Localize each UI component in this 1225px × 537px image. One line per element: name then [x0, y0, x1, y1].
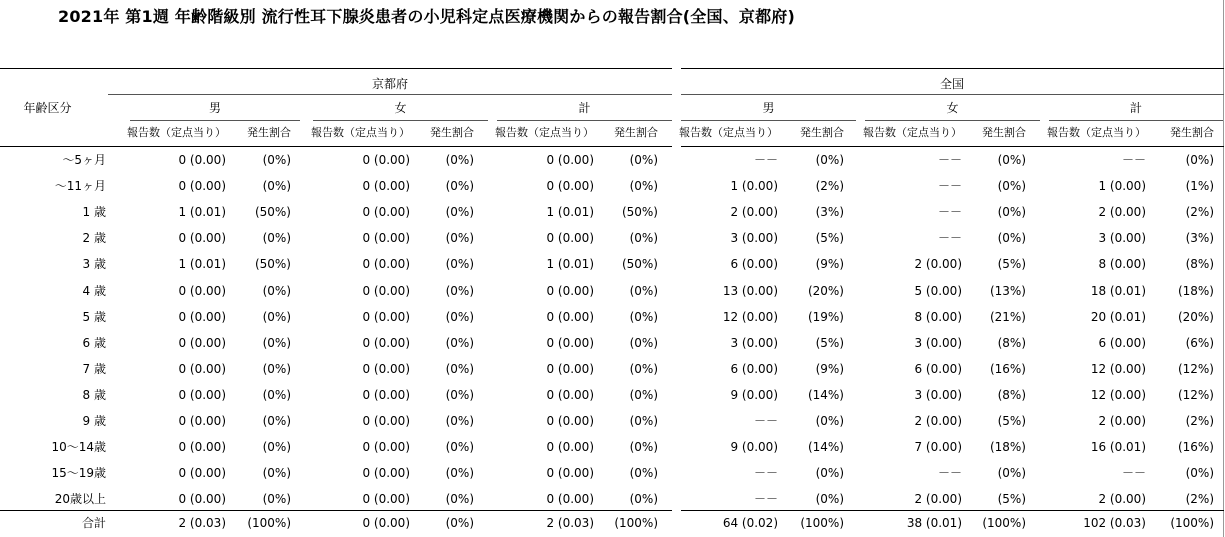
count-cell: 0 (0.00) — [362, 492, 410, 507]
ratio-cell: (14%) — [807, 387, 844, 402]
count-subheader: 報告数（定点当り） — [495, 126, 594, 139]
count-cell: 3 (0.00) — [730, 231, 778, 246]
sex-rule — [130, 120, 300, 121]
count-cell: 0 (0.00) — [178, 335, 226, 350]
count-cell: 9 (0.00) — [730, 440, 778, 455]
ratio-cell: (50%) — [254, 257, 291, 272]
ratio-cell: (2%) — [1185, 414, 1214, 428]
count-cell: 2 (0.00) — [1098, 205, 1146, 220]
count-cell: －－ — [937, 466, 962, 481]
count-cell: 1 (0.01) — [546, 205, 594, 220]
count-cell: 64 (0.02) — [722, 516, 778, 530]
ratio-cell: (8%) — [997, 387, 1026, 402]
count-cell: 0 (0.00) — [178, 153, 226, 167]
count-cell: 3 (0.00) — [1098, 231, 1146, 246]
ratio-cell: (0%) — [445, 361, 474, 376]
count-subheader: 報告数（定点当り） — [863, 126, 962, 139]
ratio-cell: (0%) — [997, 205, 1026, 220]
ratio-cell: (0%) — [629, 153, 658, 167]
count-cell: 0 (0.00) — [178, 231, 226, 246]
count-cell: 6 (0.00) — [730, 361, 778, 376]
count-cell: 0 (0.00) — [362, 231, 410, 246]
count-cell: －－ — [753, 153, 778, 167]
count-cell: 12 (0.00) — [722, 309, 778, 324]
ratio-cell: (12%) — [1177, 387, 1214, 402]
age-label: 2 歳 — [82, 231, 106, 246]
count-cell: 0 (0.00) — [362, 309, 410, 324]
page-title: 2021年 第1週 年齢階級別 流行性耳下腺炎患者の小児科定点医療機関からの報告割合(全国、京都府) — [58, 7, 796, 26]
count-cell: 18 (0.01) — [1090, 283, 1146, 298]
right-border — [1223, 0, 1224, 537]
ratio-cell: (0%) — [815, 153, 844, 167]
ratio-cell: (0%) — [629, 179, 658, 194]
count-cell: 0 (0.00) — [178, 492, 226, 507]
region-rule-national — [681, 94, 1224, 95]
ratio-cell: (0%) — [629, 283, 658, 298]
count-cell: 7 (0.00) — [914, 440, 962, 455]
count-cell: 0 (0.00) — [178, 440, 226, 455]
ratio-cell: (9%) — [815, 257, 844, 272]
age-label: ～5ヶ月 — [62, 153, 106, 167]
sex-rule — [313, 120, 488, 121]
total-rule-national — [681, 510, 1224, 511]
count-cell: 8 (0.00) — [1098, 257, 1146, 272]
count-cell: 0 (0.00) — [362, 516, 410, 530]
count-cell: 1 (0.01) — [178, 205, 226, 220]
count-subheader: 報告数（定点当り） — [1047, 126, 1146, 139]
ratio-cell: (0%) — [445, 257, 474, 272]
count-cell: 0 (0.00) — [362, 179, 410, 194]
count-cell: 0 (0.00) — [178, 387, 226, 402]
count-cell: 0 (0.00) — [546, 466, 594, 481]
ratio-cell: (0%) — [629, 231, 658, 246]
ratio-cell: (0%) — [262, 309, 291, 324]
count-cell: 2 (0.00) — [914, 414, 962, 428]
ratio-cell: (0%) — [445, 205, 474, 220]
ratio-cell: (0%) — [262, 414, 291, 428]
ratio-cell: (0%) — [262, 335, 291, 350]
count-cell: 6 (0.00) — [914, 361, 962, 376]
ratio-cell: (0%) — [262, 440, 291, 455]
age-label: 3 歳 — [82, 257, 106, 272]
ratio-cell: (3%) — [1185, 231, 1214, 246]
ratio-subheader: 発生割合 — [430, 126, 474, 139]
count-cell: －－ — [937, 205, 962, 220]
count-cell: 0 (0.00) — [546, 414, 594, 428]
ratio-cell: (0%) — [445, 466, 474, 481]
national-female-header: 女 — [946, 101, 959, 115]
ratio-cell: (2%) — [1185, 205, 1214, 220]
ratio-cell: (0%) — [262, 387, 291, 402]
ratio-cell: (0%) — [445, 414, 474, 428]
ratio-subheader: 発生割合 — [1170, 126, 1214, 139]
ratio-cell: (5%) — [997, 414, 1026, 428]
kyoto-female-header: 女 — [394, 101, 407, 115]
count-cell: 8 (0.00) — [914, 309, 962, 324]
ratio-cell: (0%) — [445, 492, 474, 507]
count-cell: 3 (0.00) — [730, 335, 778, 350]
ratio-cell: (0%) — [445, 283, 474, 298]
ratio-cell: (21%) — [989, 309, 1026, 324]
count-cell: 16 (0.01) — [1090, 440, 1146, 455]
age-label: 4 歳 — [82, 283, 106, 298]
ratio-subheader: 発生割合 — [247, 126, 291, 139]
ratio-cell: (5%) — [815, 335, 844, 350]
age-label: 6 歳 — [82, 335, 106, 350]
ratio-cell: (0%) — [262, 231, 291, 246]
count-cell: 5 (0.00) — [914, 283, 962, 298]
count-cell: 2 (0.03) — [546, 516, 594, 530]
ratio-cell: (0%) — [629, 335, 658, 350]
count-cell: 6 (0.00) — [730, 257, 778, 272]
ratio-cell: (0%) — [815, 492, 844, 507]
ratio-cell: (13%) — [989, 283, 1026, 298]
count-cell: 0 (0.00) — [178, 283, 226, 298]
count-cell: 3 (0.00) — [914, 387, 962, 402]
count-cell: 0 (0.00) — [178, 414, 226, 428]
count-cell: 0 (0.00) — [546, 361, 594, 376]
header-bottom-rule-kyoto — [0, 146, 672, 147]
ratio-cell: (0%) — [629, 492, 658, 507]
count-cell: 0 (0.00) — [546, 179, 594, 194]
count-cell: －－ — [937, 231, 962, 246]
count-cell: －－ — [937, 179, 962, 194]
ratio-cell: (0%) — [997, 231, 1026, 246]
count-cell: 1 (0.01) — [178, 257, 226, 272]
age-column-header: 年齢区分 — [23, 101, 72, 115]
count-cell: 0 (0.00) — [546, 492, 594, 507]
sex-rule — [681, 120, 856, 121]
count-cell: 0 (0.00) — [178, 309, 226, 324]
count-cell: －－ — [753, 414, 778, 428]
ratio-cell: (0%) — [445, 309, 474, 324]
count-cell: 0 (0.00) — [546, 440, 594, 455]
age-label: 7 歳 — [82, 361, 106, 376]
ratio-cell: (0%) — [997, 153, 1026, 167]
count-cell: 2 (0.00) — [1098, 414, 1146, 428]
count-cell: 2 (0.03) — [178, 516, 226, 530]
national-total-header: 計 — [1129, 101, 1142, 115]
count-cell: 0 (0.00) — [546, 387, 594, 402]
count-subheader: 報告数（定点当り） — [127, 126, 226, 139]
national-male-header: 男 — [762, 101, 775, 115]
ratio-cell: (5%) — [815, 231, 844, 246]
age-label: 8 歳 — [82, 387, 106, 402]
ratio-cell: (0%) — [445, 179, 474, 194]
ratio-cell: (5%) — [997, 257, 1026, 272]
count-cell: 0 (0.00) — [362, 387, 410, 402]
count-cell: 2 (0.00) — [730, 205, 778, 220]
sex-rule — [865, 120, 1040, 121]
ratio-cell: (0%) — [445, 153, 474, 167]
count-cell: 2 (0.00) — [914, 492, 962, 507]
ratio-cell: (0%) — [445, 231, 474, 246]
ratio-cell: (0%) — [262, 283, 291, 298]
ratio-cell: (0%) — [629, 361, 658, 376]
ratio-cell: (0%) — [1185, 153, 1214, 167]
ratio-cell: (20%) — [807, 283, 844, 298]
count-cell: 102 (0.03) — [1083, 516, 1146, 530]
ratio-cell: (0%) — [997, 179, 1026, 194]
top-rule-kyoto — [0, 68, 672, 69]
ratio-subheader: 発生割合 — [982, 126, 1026, 139]
ratio-cell: (0%) — [629, 387, 658, 402]
ratio-cell: (0%) — [997, 466, 1026, 481]
count-cell: 38 (0.01) — [906, 516, 962, 530]
count-cell: －－ — [1121, 153, 1146, 167]
count-cell: 12 (0.00) — [1090, 361, 1146, 376]
count-cell: －－ — [753, 492, 778, 507]
count-cell: －－ — [937, 153, 962, 167]
ratio-cell: (0%) — [815, 466, 844, 481]
count-cell: 0 (0.00) — [546, 231, 594, 246]
total-row-label: 合計 — [81, 516, 106, 530]
ratio-cell: (100%) — [247, 516, 291, 530]
ratio-cell: (3%) — [815, 205, 844, 220]
count-cell: 1 (0.01) — [546, 257, 594, 272]
count-cell: 0 (0.00) — [362, 335, 410, 350]
ratio-cell: (0%) — [262, 466, 291, 481]
kyoto-total-header: 計 — [578, 101, 591, 115]
count-cell: 0 (0.00) — [178, 466, 226, 481]
count-cell: 0 (0.00) — [362, 153, 410, 167]
ratio-cell: (20%) — [1177, 309, 1214, 324]
count-cell: 0 (0.00) — [546, 309, 594, 324]
count-subheader: 報告数（定点当り） — [311, 126, 410, 139]
ratio-cell: (50%) — [254, 205, 291, 220]
ratio-cell: (0%) — [262, 492, 291, 507]
count-cell: 0 (0.00) — [546, 153, 594, 167]
count-cell: 0 (0.00) — [362, 205, 410, 220]
count-cell: 0 (0.00) — [546, 335, 594, 350]
ratio-cell: (0%) — [629, 309, 658, 324]
ratio-cell: (100%) — [1170, 516, 1214, 530]
ratio-cell: (2%) — [1185, 492, 1214, 507]
ratio-cell: (0%) — [629, 440, 658, 455]
ratio-cell: (0%) — [1185, 466, 1214, 481]
count-cell: 0 (0.00) — [362, 283, 410, 298]
ratio-cell: (0%) — [262, 153, 291, 167]
ratio-cell: (0%) — [445, 516, 474, 530]
count-cell: 0 (0.00) — [362, 257, 410, 272]
total-rule-kyoto — [0, 510, 672, 511]
top-rule-national — [681, 68, 1224, 69]
region-header-kyoto: 京都府 — [371, 77, 408, 91]
sex-rule — [497, 120, 672, 121]
ratio-cell: (0%) — [445, 387, 474, 402]
count-cell: 0 (0.00) — [178, 179, 226, 194]
age-label: 5 歳 — [82, 309, 106, 324]
count-cell: 13 (0.00) — [722, 283, 778, 298]
region-header-national: 全国 — [939, 77, 964, 91]
ratio-cell: (0%) — [629, 466, 658, 481]
ratio-cell: (0%) — [629, 414, 658, 428]
count-cell: 2 (0.00) — [1098, 492, 1146, 507]
ratio-cell: (1%) — [1185, 179, 1214, 194]
age-label: 9 歳 — [82, 414, 106, 428]
ratio-cell: (0%) — [262, 179, 291, 194]
ratio-cell: (0%) — [262, 361, 291, 376]
ratio-cell: (19%) — [807, 309, 844, 324]
ratio-cell: (8%) — [997, 335, 1026, 350]
ratio-cell: (100%) — [800, 516, 844, 530]
count-subheader: 報告数（定点当り） — [679, 126, 778, 139]
count-cell: 20 (0.01) — [1090, 309, 1146, 324]
region-rule-kyoto — [108, 94, 672, 95]
age-label: 1 歳 — [82, 205, 106, 220]
ratio-cell: (100%) — [982, 516, 1026, 530]
age-label: 10～14歳 — [51, 440, 106, 455]
count-cell: 0 (0.00) — [362, 414, 410, 428]
ratio-cell: (12%) — [1177, 361, 1214, 376]
count-cell: 12 (0.00) — [1090, 387, 1146, 402]
ratio-cell: (2%) — [815, 179, 844, 194]
count-cell: －－ — [753, 466, 778, 481]
ratio-cell: (14%) — [807, 440, 844, 455]
count-cell: 9 (0.00) — [730, 387, 778, 402]
ratio-cell: (5%) — [997, 492, 1026, 507]
count-cell: 0 (0.00) — [178, 361, 226, 376]
header-bottom-rule-national — [681, 146, 1224, 147]
count-cell: 0 (0.00) — [362, 466, 410, 481]
count-cell: 1 (0.00) — [1098, 179, 1146, 194]
count-cell: 0 (0.00) — [546, 283, 594, 298]
count-cell: 0 (0.00) — [362, 361, 410, 376]
ratio-cell: (18%) — [989, 440, 1026, 455]
ratio-cell: (0%) — [445, 335, 474, 350]
ratio-cell: (16%) — [989, 361, 1026, 376]
count-cell: 2 (0.00) — [914, 257, 962, 272]
ratio-subheader: 発生割合 — [614, 126, 658, 139]
ratio-cell: (0%) — [445, 440, 474, 455]
ratio-subheader: 発生割合 — [800, 126, 844, 139]
ratio-cell: (0%) — [815, 414, 844, 428]
ratio-cell: (8%) — [1185, 257, 1214, 272]
count-cell: 1 (0.00) — [730, 179, 778, 194]
ratio-cell: (6%) — [1185, 335, 1214, 350]
ratio-cell: (16%) — [1177, 440, 1214, 455]
kyoto-male-header: 男 — [208, 101, 221, 115]
ratio-cell: (100%) — [614, 516, 658, 530]
age-label: ～11ヶ月 — [54, 179, 106, 194]
ratio-cell: (18%) — [1177, 283, 1214, 298]
count-cell: －－ — [1121, 466, 1146, 481]
age-label: 20歳以上 — [54, 492, 106, 507]
count-cell: 0 (0.00) — [362, 440, 410, 455]
ratio-cell: (50%) — [621, 205, 658, 220]
ratio-cell: (50%) — [621, 257, 658, 272]
sex-rule — [1049, 120, 1223, 121]
count-cell: 6 (0.00) — [1098, 335, 1146, 350]
count-cell: 3 (0.00) — [914, 335, 962, 350]
age-label: 15～19歳 — [51, 466, 106, 481]
ratio-cell: (9%) — [815, 361, 844, 376]
